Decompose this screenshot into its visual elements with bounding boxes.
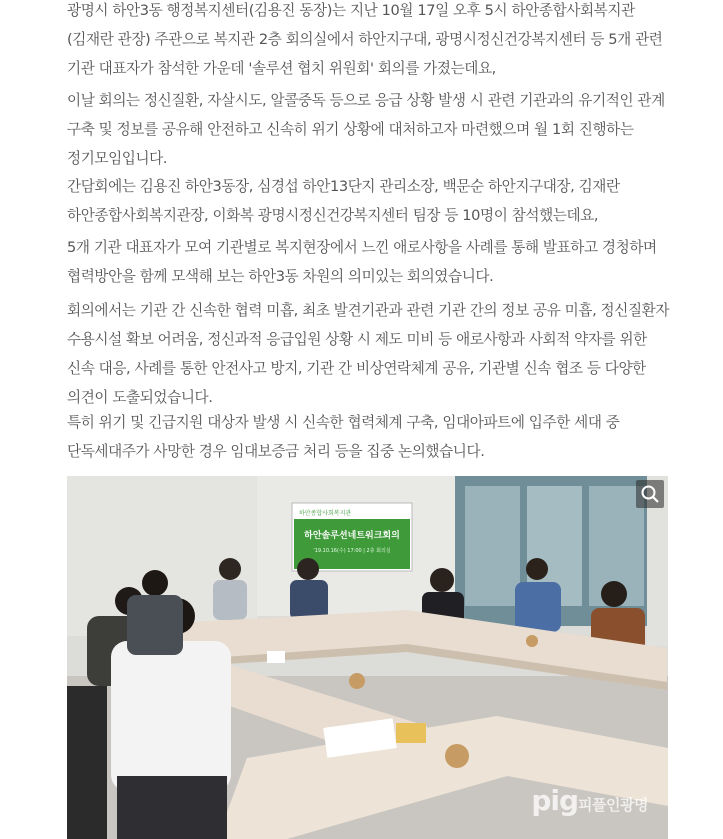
banner-subtitle: '19.10.16(수) 17:00 | 2층 회의실 xyxy=(313,548,391,554)
paragraph-4: 5개 기관 대표자가 모여 기관별로 복지현장에서 느낀 애로사항을 사례를 통해 발표하고 경청하며 협력방안을 함께 모색해 보는 하안3동 차원의 의미있는 회의였습니다. xyxy=(67,239,657,285)
watermark-logo: pig xyxy=(531,784,579,817)
zoom-button[interactable] xyxy=(636,480,664,508)
magnifier-icon xyxy=(640,484,660,504)
meeting-photo[interactable] xyxy=(67,476,668,839)
paragraph-6: 특히 위기 및 긴급지원 대상자 발생 시 신속한 협력체계 구축, 임대아파트에 입주한 세대 중 단독세대주가 사망한 경우 임대보증금 처리 등을 집중 논의했습니다. xyxy=(67,414,620,460)
paragraph-3: 간담회에는 김용진 하안3동장, 심경섭 하안13단지 관리소장, 백문순 하안지구대장, 김재란 하안종합사회복지관장, 이화복 광명시정신건강복지센터 팀장 등 10명이 참석했는데요, xyxy=(67,178,620,224)
paragraph-2: 이날 회의는 정신질환, 자살시도, 알콜중독 등으로 응급 상황 발생 시 관련 기관과의 유기적인 관계 구축 및 정보를 공유해 안전하고 신속히 위기 상황에 대처하고자 마련했으며 월 1회 진행하는 정기모임입니다. xyxy=(67,92,665,167)
paragraph-1: 광명시 하안3동 행정복지센터(김용진 동장)는 지난 10월 17일 오후 5시 하안종합사회복지관(김재란 관장) 주관으로 복지관 2층 회의실에서 하안지구대, 광명시정신건강복지센터 등 5개 관련 기관 대표자가 참석한 가운데 '솔루션 협치 위원회' 회의를 가졌는데요, xyxy=(67,2,663,77)
paragraph-5: 회의에서는 기관 간 신속한 협력 미흡, 최초 발견기관과 관련 기관 간의 정보 공유 미흡, 정신질환자 수용시설 확보 어려움, 정신과적 응급입원 상황 시 제도 미비 등 애로사항과 사회적 약자를 위한 신속 대응, 사례를 통한 안전사고 방지, 기관 간 비상연락체계 공유, 기관별 신속 협조 등 다양한 의견이 도출되었습니다. xyxy=(67,302,670,406)
watermark-text: 피플인광명 xyxy=(578,796,648,814)
banner-title: 하안솔루션네트워크회의 xyxy=(304,531,400,541)
banner-logo-text: 하안종합사회복지관 xyxy=(299,510,352,517)
watermark xyxy=(531,784,648,817)
